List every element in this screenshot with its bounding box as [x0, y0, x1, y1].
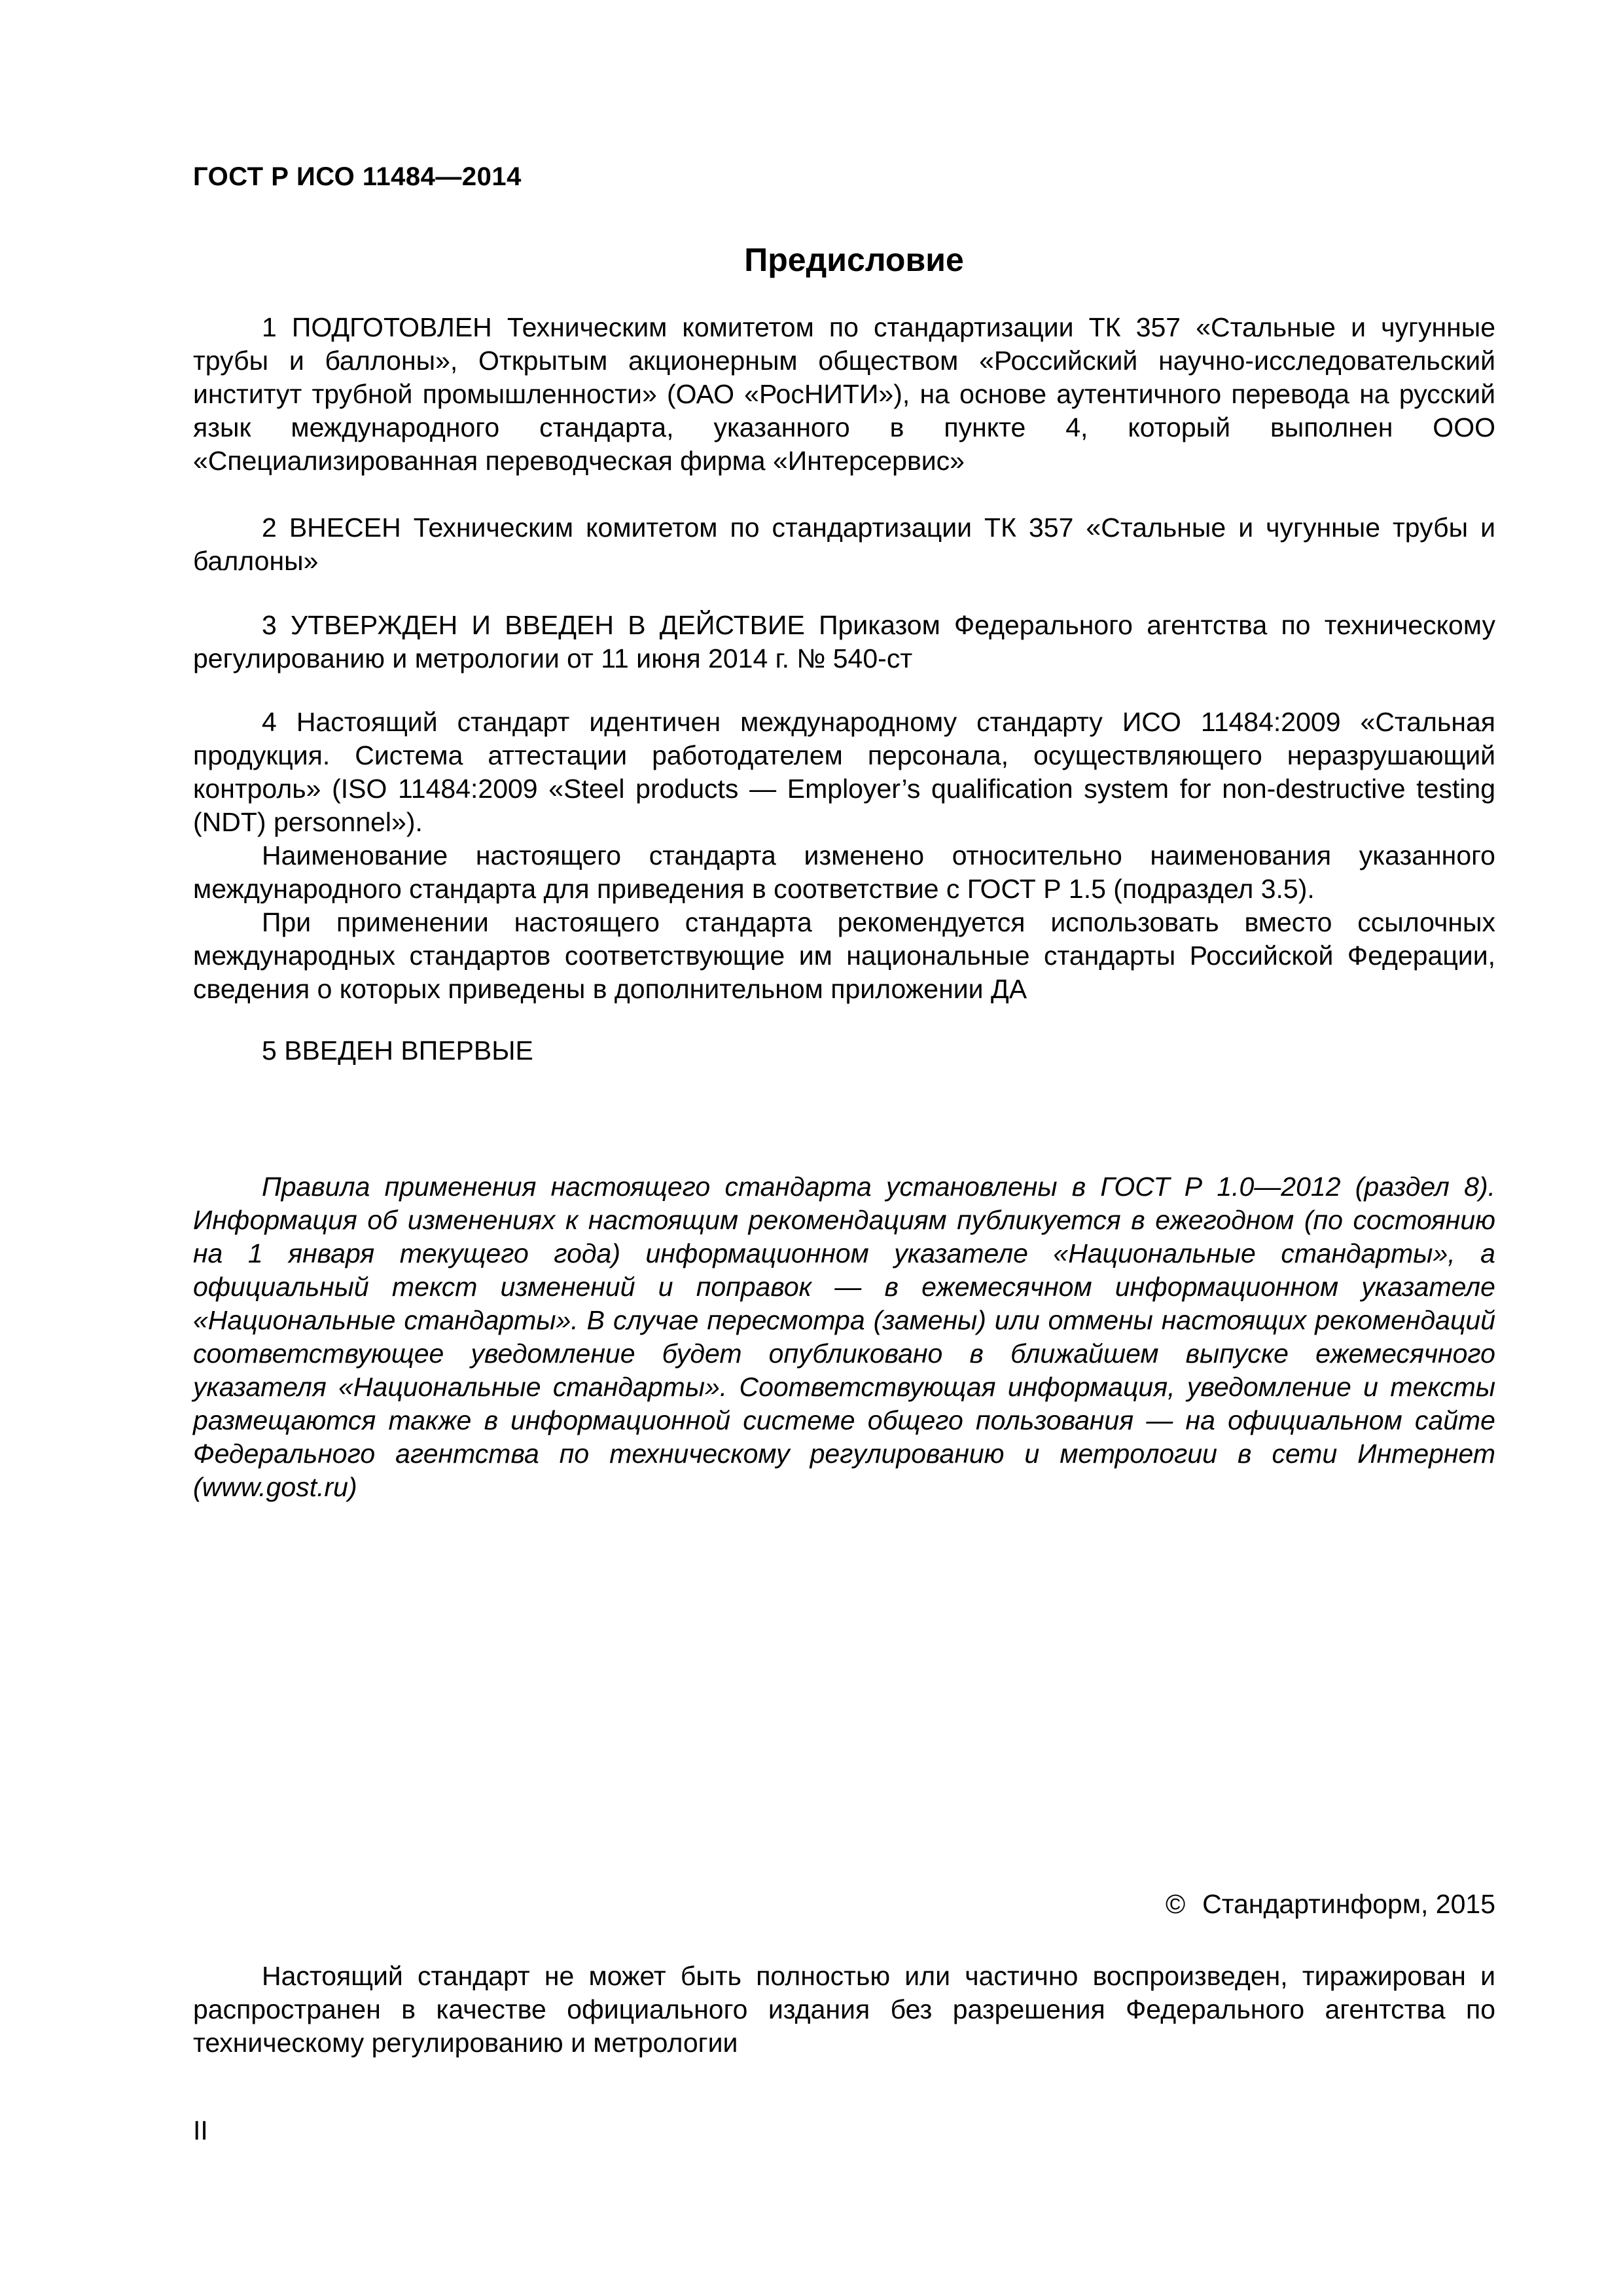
foreword-paragraph: 1 ПОДГОТОВЛЕН Техническим комитетом по стандартизации ТК 357 «Стальные и чугунные трубы и баллоны», Открытым акционерным обществом «Российский научно-исследовательский институт трубной промышленности» (ОАО «РосНИТИ»), на основе аутентичного перевода на русский язык международного стандарта, указанного в пункте 4, который выполнен ООО «Специализированная переводческая фирма «Интерсервис» — [193, 312, 1495, 476]
page-number: II — [193, 2115, 208, 2145]
foreword-item-2 — [193, 511, 1495, 578]
document-code: ГОСТ Р ИСО 11484—2014 — [193, 162, 522, 191]
page-title: Предисловие — [744, 242, 964, 278]
foreword-paragraph: 5 ВВЕДЕН ВПЕРВЫЕ — [262, 1035, 533, 1066]
copyright-text: Стандартинформ, 2015 — [1202, 1889, 1495, 1919]
copyright-symbol: © — [1165, 1889, 1186, 1919]
foreword-item-4 — [193, 706, 1495, 1006]
foreword-paragraph: 2 ВНЕСЕН Техническим комитетом по стандартизации ТК 357 «Стальные и чугунные трубы и баллоны» — [193, 512, 1495, 576]
foreword-item-5 — [193, 1034, 1495, 1067]
copyright-line — [1166, 1889, 1495, 1920]
foreword-item-1 — [193, 311, 1495, 478]
foreword-item-3 — [193, 609, 1495, 675]
foreword-paragraph: 4 Настоящий стандарт идентичен международному стандарту ИСО 11484:2009 «Стальная продукция. Система аттестации работодателем персонала, осуществляющего неразрушающий контроль» (ISO 11484:2009 «Steel products — Employer’s qualification system for non-destructive testing (NDT) personnel»). — [193, 707, 1495, 837]
foreword-paragraph: 3 УТВЕРЖДЕН И ВВЕДЕН В ДЕЙСТВИЕ Приказом Федерального агентства по техническому регулированию и метрологии от 11 июня 2014 г. № 540-ст — [193, 610, 1495, 673]
rules-note: Правила применения настоящего стандарта установлены в ГОСТ Р 1.0—2012 (раздел 8). Информация об изменениях к настоящим рекомендациям публикуется в ежегодном (по состоянию на 1 января текущего года) информационном указателе «Национальные стандарты», а официальный текст изменений и поправок — в ежемесячном информационном указателе «Национальные стандарты». В случае пересмотра (замены) или отмены настоящих рекомендаций соответствующее уведомление будет опубликовано в ближайшем выпуске ежемесячного указателя «Национальные стандарты». Соответствующая информация, уведомление и тексты размещаются также в информационной системе общего пользования — на официальном сайте Федерального агентства по техническому регулированию и метрологии в сети Интернет (www.gost.ru) — [193, 1172, 1495, 1502]
foreword-paragraph: При применении настоящего стандарта рекомендуется использовать вместо ссылочных международных стандартов соответствующие им национальные стандарты Российской Федерации, сведения о которых приведены в дополнительном приложении ДА — [193, 907, 1495, 1004]
reproduction-notice: Настоящий стандарт не может быть полностью или частично воспроизведен, тиражирован и распространен в качестве официального издания без разрешения Федерального агентства по техническому регулированию и метрологии — [193, 1961, 1495, 2058]
foreword-paragraph: Наименование настоящего стандарта изменено относительно наименования указанного международного стандарта для приведения в соответствие с ГОСТ Р 1.5 (подраздел 3.5). — [193, 840, 1495, 904]
